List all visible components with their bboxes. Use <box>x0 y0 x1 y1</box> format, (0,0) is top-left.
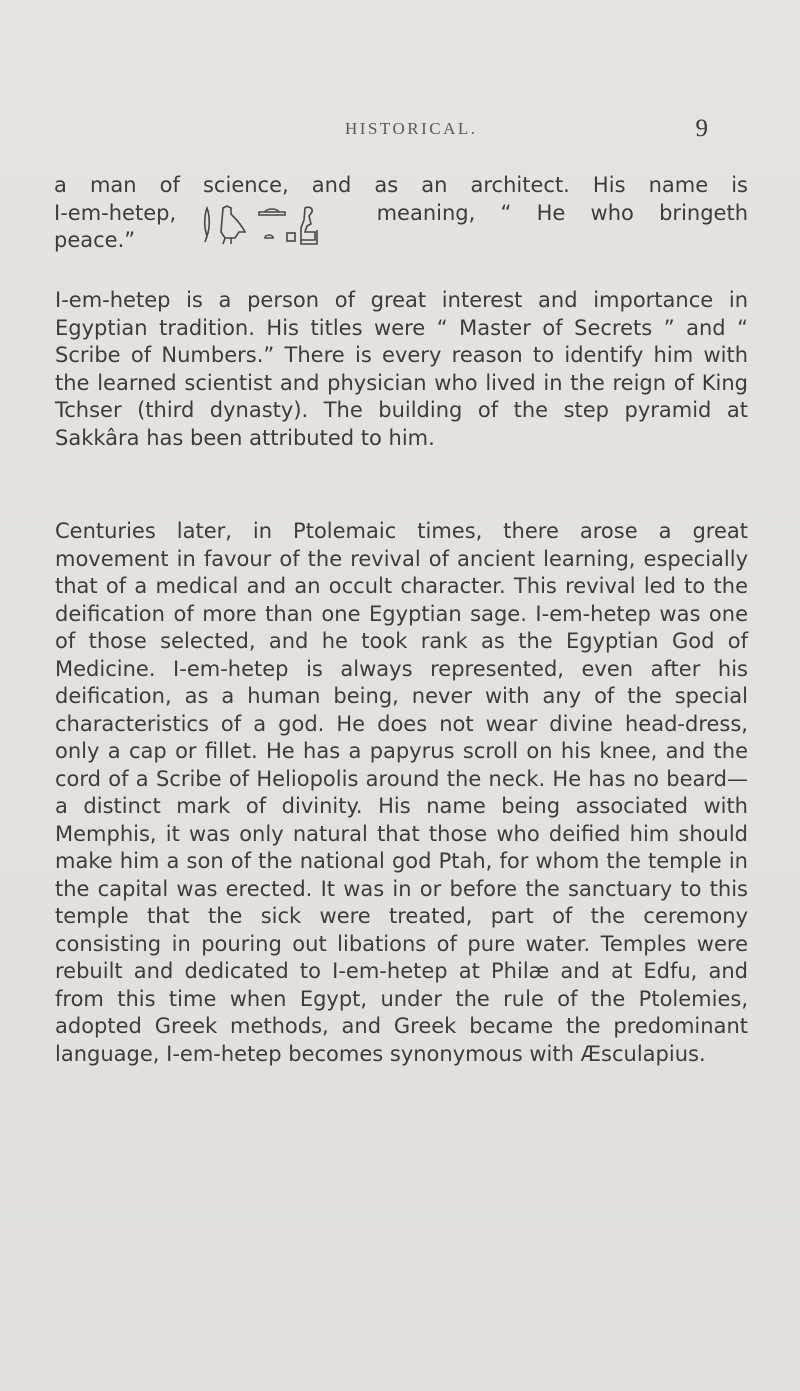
intro-line-3: peace.” <box>54 228 136 252</box>
page-header <box>0 115 800 149</box>
intro-line-1: a man of science, and as an architect. His name is <box>54 173 748 197</box>
intro-name-text: I-em-hetep, <box>54 200 177 225</box>
intro-meaning-text: meaning, “ He who bringeth <box>376 200 749 225</box>
paragraph-text: Centuries later, in Ptolemaic times, there arose a great movement in favour of the revival of ancient learning, especially that of a medical and an occult character. This revival led to the deification of more than one Egyptian sage. I-em-hetep was one of those selected, and he took rank as the Egyptian God of Medicine. I-em-hetep is always represented, even after his deification, as a human being, never with any of the special characteristics of a god. He does not wear divine head-dress, only a cap or fillet. He has a papyrus scroll on his knee, and the cord of a Scribe of Heliopolis around the neck. He has no beard— a distinct mark of divinity. His name being associated with Memphis, it was only natural that those who deified him should make him a son of the national god Ptah, for whom the temple in the capital was erected. It was in or before the sanctuary to this temple that the sick were treated, part of the ceremony consisting in pouring out libations of pure water. Temples were rebuilt and dedicated to I-em-hetep at Philæ and at Edfu, and from this time when Egypt, under the rule of the Ptolemies, adopted Greek methods, and Greek became the predominant language, I-em-hetep becomes synonymous with Æsculapius. <box>55 519 748 1066</box>
hieroglyphic-name-icon <box>201 200 351 246</box>
page-number: 9 <box>695 115 708 142</box>
intro-paragraph <box>54 172 748 255</box>
paragraph-2 <box>54 518 748 1068</box>
paragraph-1 <box>54 287 748 452</box>
paragraph-text: I-em-hetep is a person of great interest and importance in Egyptian tradition. His titles were “ Master of Secrets ” and “ Scribe of Numbers.” There is every reason to identify him with the learned scientist and physician who lived in the reign of King Tchser (third dynasty). The building of the step pyramid at Sakkâra has been attributed to him. <box>55 288 748 450</box>
running-head: HISTORICAL. <box>345 119 478 138</box>
intro-line-2 <box>54 200 748 228</box>
